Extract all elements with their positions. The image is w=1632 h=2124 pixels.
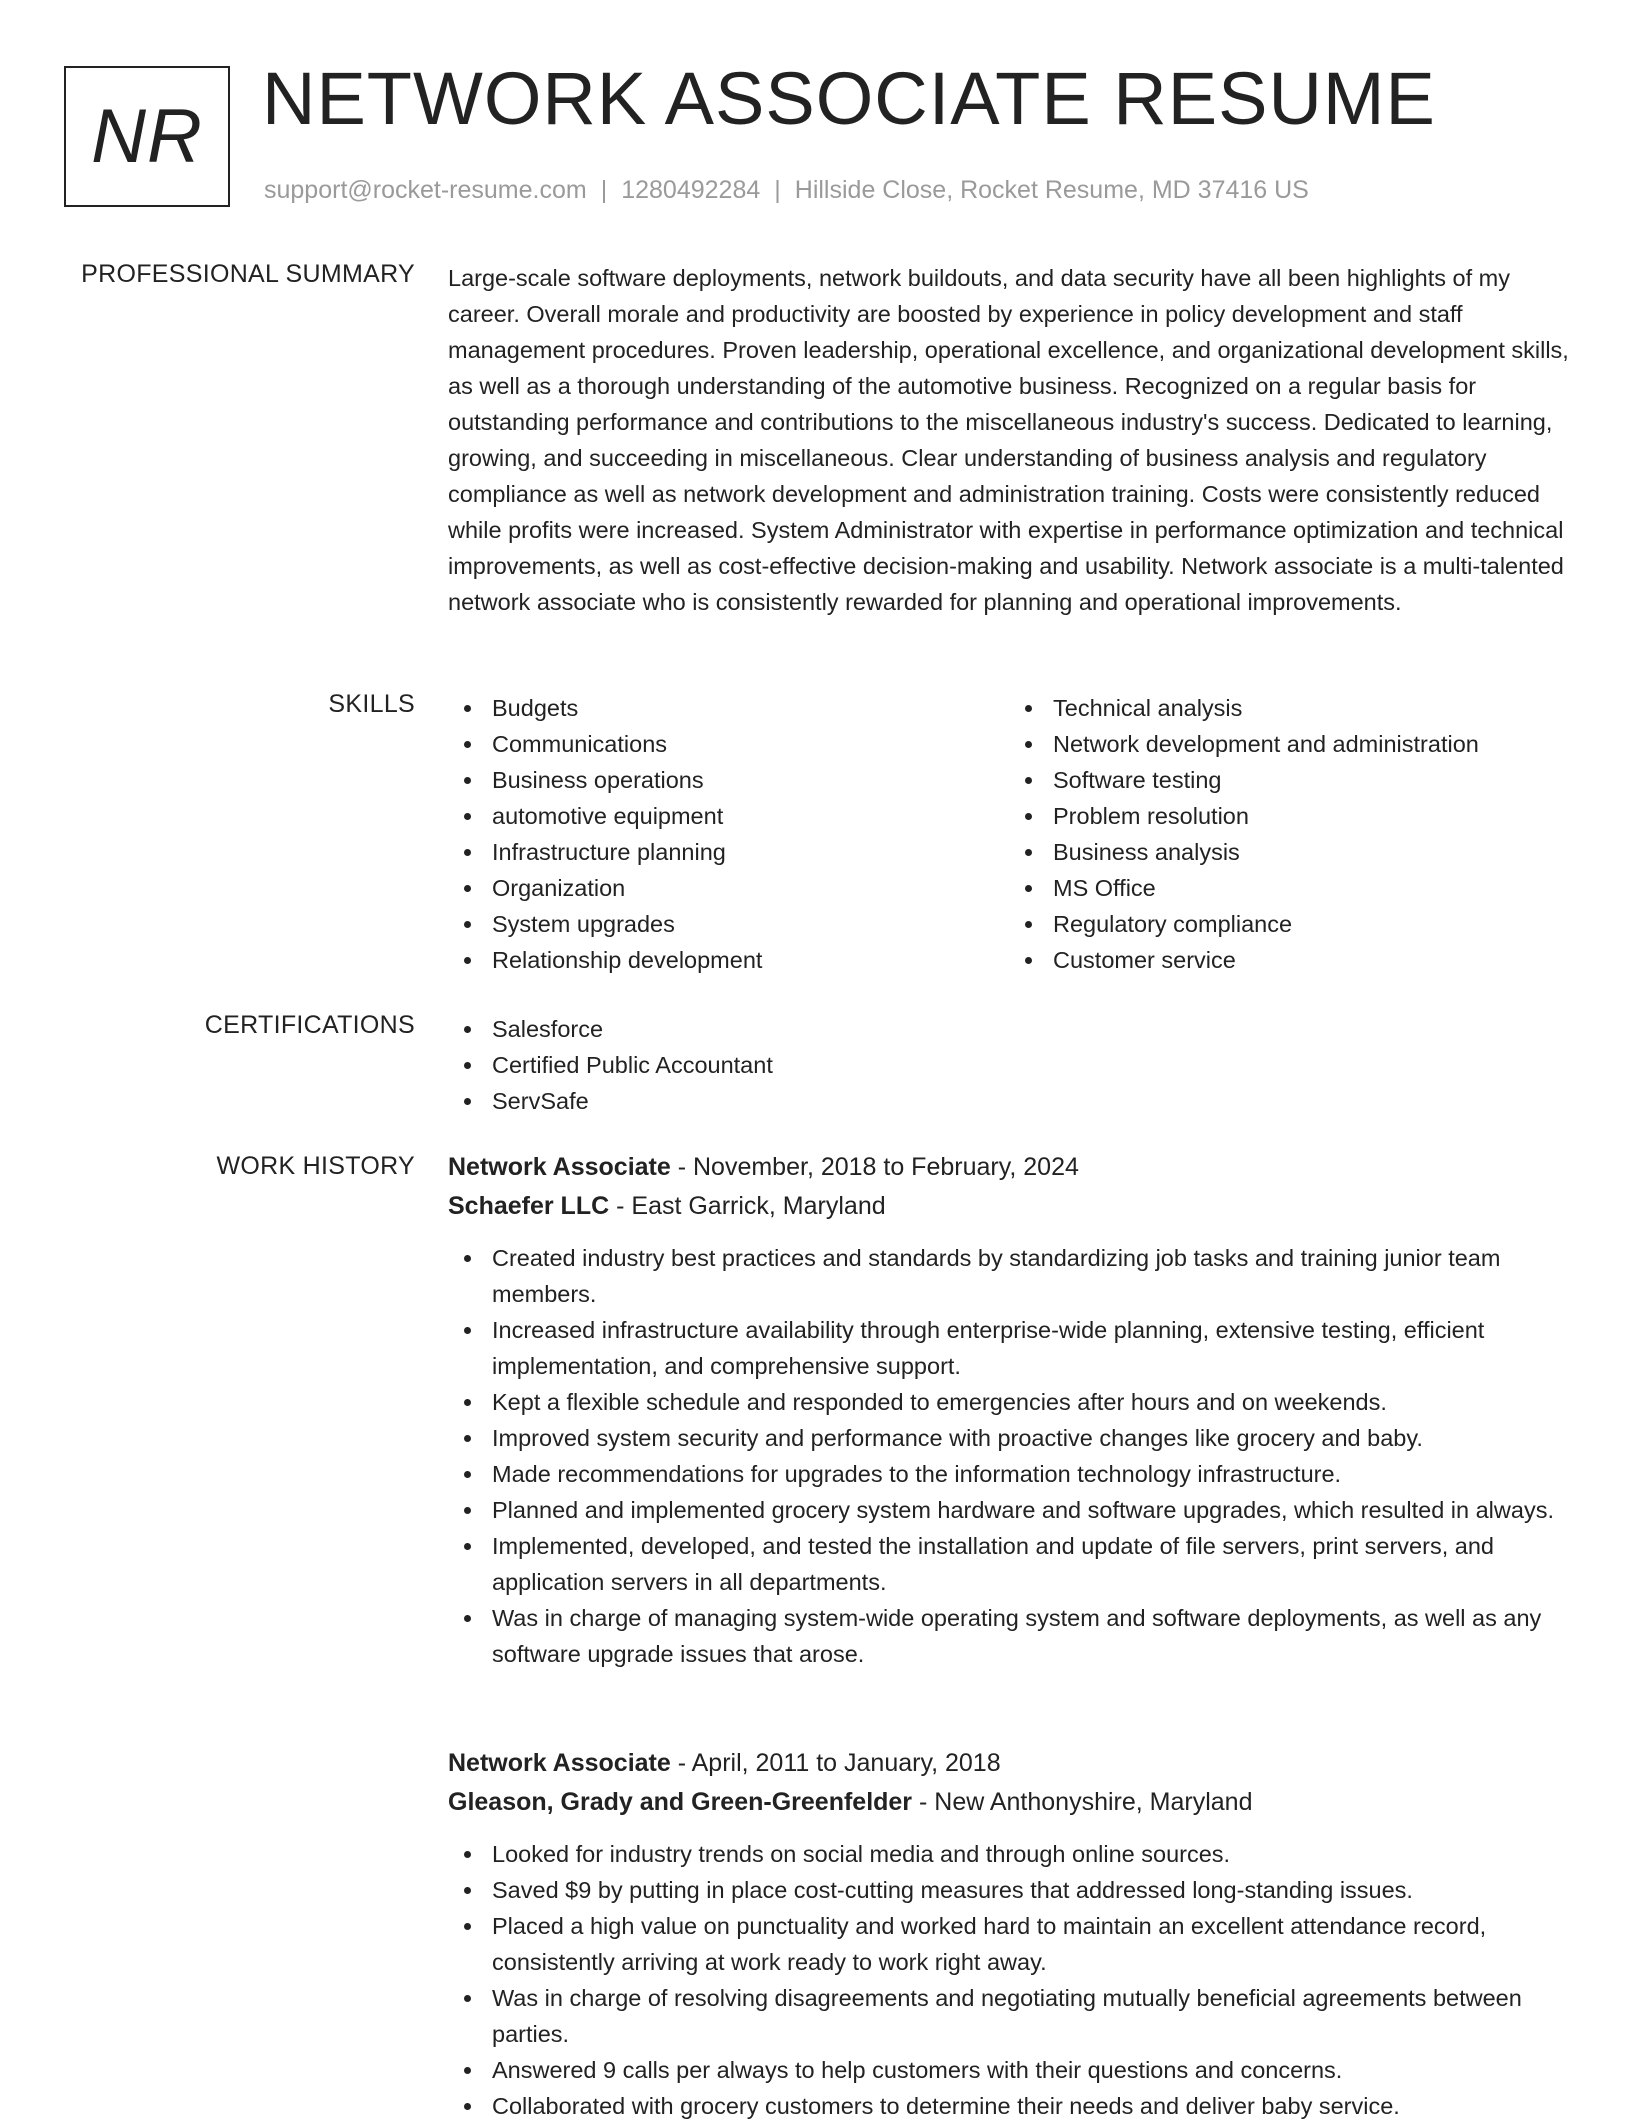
skill-item: Technical analysis [1053,690,1570,726]
skill-item: System upgrades [492,906,1009,942]
skills-list-right [1009,690,1570,978]
monogram-initials: NR [91,94,203,179]
contact-address: Hillside Close, Rocket Resume, MD 37416 US [794,176,1309,204]
resume-title: NETWORK ASSOCIATE RESUME [262,57,1436,140]
monogram-box [64,66,230,207]
job-bullet: Answered 9 calls per always to help customers with their questions and concerns. [492,2052,1570,2088]
skills-heading: SKILLS [328,690,415,718]
job-bullet: Looked for industry trends on social media and through online sources. [492,1836,1570,1872]
job-company: Schaefer LLC [448,1192,610,1220]
summary-heading: PROFESSIONAL SUMMARY [81,260,415,288]
certifications-heading: CERTIFICATIONS [204,1011,415,1039]
job-bullets [448,1836,1570,2124]
certifications-content [448,1011,1570,1119]
job-bullet: Placed a high value on punctuality and worked hard to maintain an excellent attendance record, consistently arriving at work ready to work right away. [492,1908,1570,1980]
contact-line [264,176,1309,205]
skill-item: Organization [492,870,1009,906]
summary-text: Large-scale software deployments, network buildouts, and data security have all been highlights of my career. Overall morale and productivity are boosted by experience in policy development and staff management procedures. Proven leadership, operational excellence, and organizational development skills, as well as a thorough understanding of the automotive business. Recognized on a regular basis for outstanding performance and contributions to the miscellaneous industry's success. Dedicated to learning, growing, and succeeding in miscellaneous. Clear understanding of business analysis and regulatory compliance as well as network development and administration training. Costs were consistently reduced while profits were increased. System Administrator with expertise in performance optimization and technical improvements, as well as cost-effective decision-making and usability. Network associate is a multi-talented network associate who is consistently rewarded for planning and operational improvements. [448,265,1569,615]
skill-item: Network development and administration [1053,726,1570,762]
job-company: Gleason, Grady and Green-Greenfelder [448,1788,913,1816]
job-bullet: Planned and implemented grocery system hardware and software upgrades, which resulted in always. [492,1492,1570,1528]
contact-phone[interactable]: 1280492284 [621,176,761,204]
job-dates: - November, 2018 to February, 2024 [670,1153,1079,1181]
certification-item: Salesforce [492,1011,1570,1047]
job-bullet: Saved $9 by putting in place cost-cutting measures that addressed long-standing issues. [492,1872,1570,1908]
job-bullet: Made recommendations for upgrades to the information technology infrastructure. [492,1456,1570,1492]
job-bullet: Implemented, developed, and tested the installation and update of file servers, print servers, and application servers in all departments. [492,1528,1570,1600]
contact-separator: | [600,176,608,204]
job-title-line [448,1744,1570,1783]
work-heading: WORK HISTORY [216,1152,415,1180]
certification-item: ServSafe [492,1083,1570,1119]
skills-list-left [448,690,1009,978]
job-title-line [448,1148,1570,1187]
skill-item: automotive equipment [492,798,1009,834]
skill-item: Software testing [1053,762,1570,798]
skill-item: Business operations [492,762,1009,798]
contact-separator: | [774,176,781,204]
job-bullets [448,1240,1570,1672]
skill-item: Budgets [492,690,1009,726]
job-entry [448,1148,1570,1672]
job-bullet: Improved system security and performance with proactive changes like grocery and baby. [492,1420,1570,1456]
job-entry [448,1744,1570,2124]
contact-email[interactable]: support@rocket-resume.com [264,176,587,204]
job-title: Network Associate [448,1749,671,1777]
job-location: - New Anthonyshire, Maryland [912,1788,1253,1816]
job-location: - East Garrick, Maryland [609,1192,886,1220]
skill-item: Customer service [1053,942,1570,978]
job-bullet: Collaborated with grocery customers to determine their needs and deliver baby service. [492,2088,1570,2124]
job-bullet: Created industry best practices and standards by standardizing job tasks and training junior team members. [492,1240,1570,1312]
skill-item: Communications [492,726,1009,762]
job-bullet: Was in charge of resolving disagreements and negotiating mutually beneficial agreements between parties. [492,1980,1570,2052]
skill-item: Regulatory compliance [1053,906,1570,942]
skill-item: MS Office [1053,870,1570,906]
certifications-list [448,1011,1570,1119]
job-company-line [448,1783,1570,1822]
skills-content [448,690,1570,978]
certification-item: Certified Public Accountant [492,1047,1570,1083]
summary-content [448,260,1570,620]
job-company-line [448,1187,1570,1226]
job-title: Network Associate [448,1153,671,1181]
skill-item: Problem resolution [1053,798,1570,834]
job-bullet: Kept a flexible schedule and responded to emergencies after hours and on weekends. [492,1384,1570,1420]
skill-item: Infrastructure planning [492,834,1009,870]
skill-item: Relationship development [492,942,1009,978]
skill-item: Business analysis [1053,834,1570,870]
job-bullet: Increased infrastructure availability through enterprise-wide planning, extensive testing, efficient implementation, and comprehensive support. [492,1312,1570,1384]
job-bullet: Was in charge of managing system-wide operating system and software deployments, as well as any software upgrade issues that arose. [492,1600,1570,1672]
job-dates: - April, 2011 to January, 2018 [670,1749,1001,1777]
